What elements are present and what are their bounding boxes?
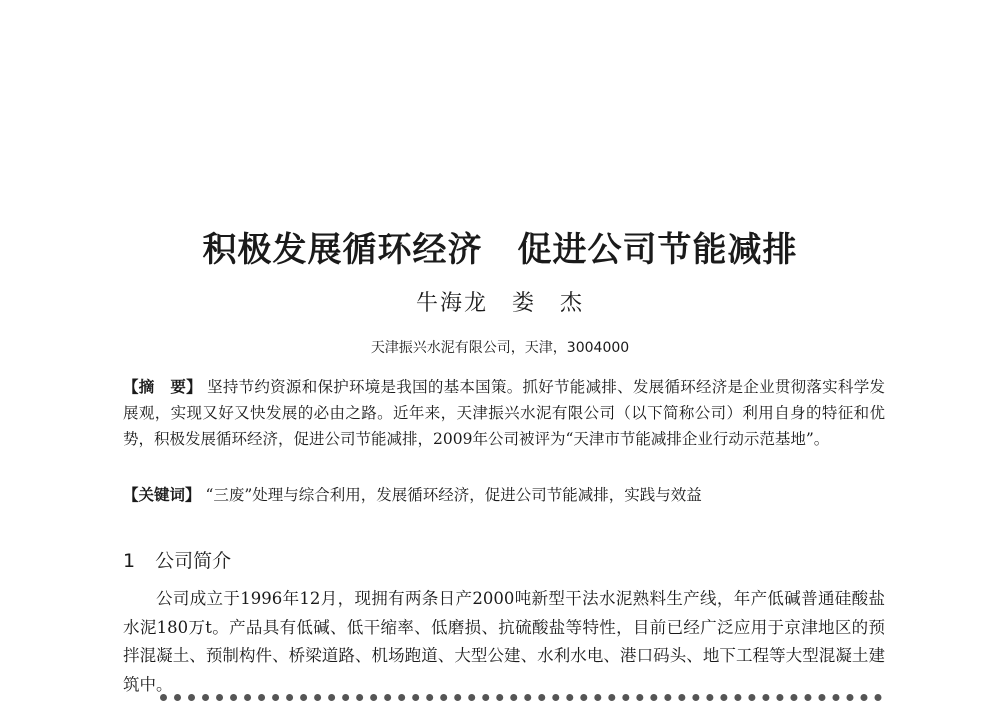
paper-authors: 牛海龙 娄 杰 xyxy=(415,291,584,316)
section-title: 公司简介 xyxy=(155,550,232,572)
keywords xyxy=(123,482,885,508)
paper-affiliation: 天津振兴水泥有限公司，天津，3004000 xyxy=(370,340,630,356)
abstract xyxy=(123,374,885,452)
abstract-label: 【摘 要】 xyxy=(123,378,202,396)
section-paragraph: 公司成立于1996年12月，现拥有两条日产2000吨新型干法水泥熟料生产线，年产低碱普通硅酸盐水泥180万t。产品具有低碱、低干缩率、低磨损、抗硫酸盐等特性，目前已经广泛应用于京津地区的预拌混凝土、预制构件、桥梁道路、机场跑道、大型公建、水利水电、港口码头、地下工程等大型混凝土建筑中。 xyxy=(123,589,885,694)
section-heading xyxy=(123,546,231,573)
paper-title: 积极发展循环经济 促进公司节能减排 xyxy=(202,230,798,270)
keywords-label: 【关键词】 xyxy=(123,486,201,504)
keywords-text: “三废”处理与综合利用，发展循环经济，促进公司节能减排，实践与效益 xyxy=(205,486,702,504)
section-number: 1 xyxy=(123,550,136,572)
abstract-text: 坚持节约资源和保护环境是我国的基本国策。抓好节能减排、发展循环经济是企业贯彻落实科学发展观，实现又好又快发展的必由之路。近年来，天津振兴水泥有限公司（以下简称公司）利用自身的特征和优势，积极发展循环经济，促进公司节能减排，2009年公司被评为“天津市节能减排企业行动示范基地”。 xyxy=(123,378,885,448)
cutoff-text-line xyxy=(160,694,882,701)
